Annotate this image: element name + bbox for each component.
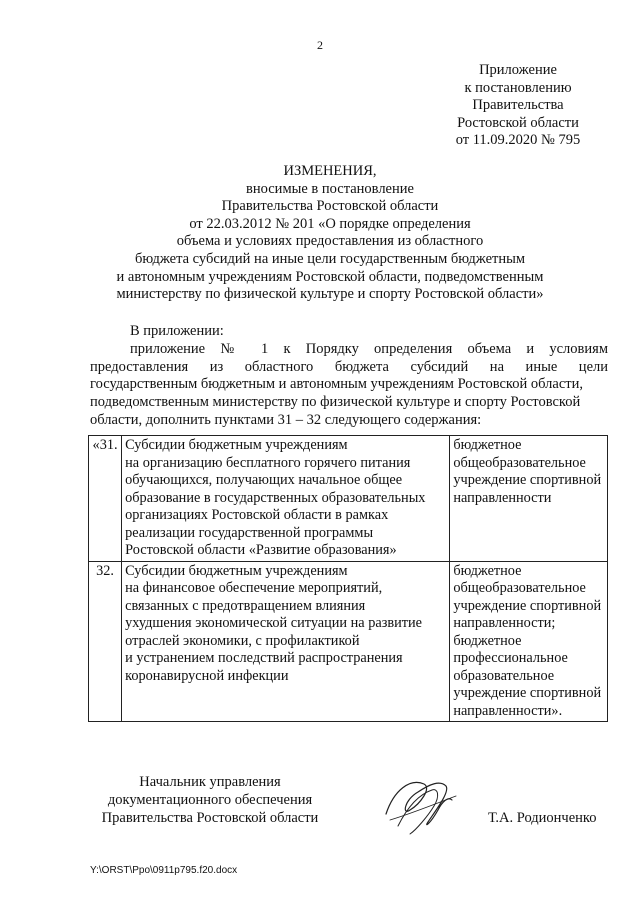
title-line: бюджета субсидий на иные цели государственным бюджетным	[134, 250, 526, 267]
description-line: на финансовое обеспечение мероприятий,	[125, 580, 383, 596]
signer-position	[90, 774, 330, 827]
description-line: организациях Ростовской области в рамках	[125, 507, 389, 523]
recipient-line: учреждение спортивной	[453, 597, 602, 614]
attachment-header	[430, 62, 606, 150]
recipient-line: направленности	[453, 489, 552, 506]
recipient-line: направленности».	[453, 702, 563, 719]
recipient-line: направленности;	[453, 615, 556, 631]
body-paragraph	[90, 341, 608, 430]
description-line: коронавирусной инфекции	[125, 667, 289, 684]
title-line: Правительства Ростовской области	[221, 198, 439, 215]
signer-line: документационного обеспечения	[107, 791, 313, 808]
description-line: обучающихся, получающих начальное общее	[125, 472, 403, 488]
recipient-line: общеобразовательное	[453, 454, 586, 471]
signer-line: Правительства Ростовской области	[101, 809, 319, 826]
attachment-line: от 11.09.2020 № 795	[455, 132, 581, 148]
changes-table	[88, 435, 608, 722]
recipient-line: образовательное	[453, 667, 555, 684]
table-row	[89, 436, 608, 562]
description-line: и устранением последствий распространения	[125, 650, 403, 666]
recipient-line: общеобразовательное	[453, 580, 586, 596]
paragraph-line: подведомственным министерству по физической культуре и спорту Ростовской	[90, 394, 581, 411]
recipient-line: бюджетное	[453, 632, 522, 649]
description-line: на организацию бесплатного горячего питания	[125, 454, 411, 471]
attachment-line: к постановлению	[464, 79, 572, 96]
document-title	[70, 163, 590, 304]
description-line: образование в государственных образовательных	[125, 489, 426, 506]
recipient-line: профессиональное	[453, 650, 568, 666]
paragraph-line: предоставления из областного бюджета субсидий на иные цели	[90, 358, 608, 375]
attachment-line: Ростовской области	[457, 114, 579, 131]
attachment-line: Приложение	[479, 62, 557, 78]
recipient-line: бюджетное	[453, 562, 522, 579]
title-heading: ИЗМЕНЕНИЯ,	[283, 163, 377, 179]
body-intro: В приложении:	[130, 323, 224, 339]
paragraph-line: приложение № 1 к Порядку определения объема и условиям	[130, 340, 608, 357]
recipient-line: учреждение спортивной	[453, 472, 602, 488]
signer-name: Т.А. Родионченко	[488, 810, 597, 826]
description-line: реализации государственной программы	[125, 524, 374, 541]
description-line: отраслей экономики, с профилактикой	[125, 632, 360, 649]
description-line: Ростовской области «Развитие образования»	[125, 542, 397, 558]
description-line: Субсидии бюджетным учреждениям	[125, 437, 348, 453]
file-path: Y:\ORST\Ppo\0911p795.f20.docx	[90, 865, 238, 876]
row-number: 32.	[89, 561, 122, 722]
description-line: связанных с предотвращением влияния	[125, 597, 366, 614]
row-description	[122, 436, 450, 562]
description-line: Субсидии бюджетным учреждениям	[125, 562, 348, 579]
title-line: министерству по физической культуре и спорту Ростовской области»	[116, 286, 544, 303]
row-recipient	[450, 561, 608, 722]
recipient-line: бюджетное	[453, 437, 522, 453]
row-number: «31.	[89, 436, 122, 562]
recipient-line: учреждение спортивной	[453, 685, 602, 701]
body-text	[90, 323, 608, 430]
row-description	[122, 561, 450, 722]
table-row	[89, 561, 608, 722]
signer-line: Начальник управления	[139, 774, 281, 790]
page-number: 2	[317, 38, 323, 52]
title-line: вносимые в постановление	[246, 180, 414, 197]
handwritten-signature	[380, 770, 460, 840]
paragraph-line: государственным бюджетным и автономным учреждениям Ростовской области,	[90, 376, 583, 393]
paragraph-line: области, дополнить пунктами 31 – 32 следующего содержания:	[90, 411, 482, 428]
row-recipient	[450, 436, 608, 562]
attachment-line: Правительства	[472, 97, 564, 113]
title-line: объема и условиях предоставления из областного	[176, 233, 484, 250]
title-line: и автономным учреждениям Ростовской области, подведомственным	[116, 268, 544, 285]
title-line: от 22.03.2012 № 201 «О порядке определения	[189, 215, 471, 232]
description-line: ухудшения экономической ситуации на развитие	[125, 615, 423, 631]
